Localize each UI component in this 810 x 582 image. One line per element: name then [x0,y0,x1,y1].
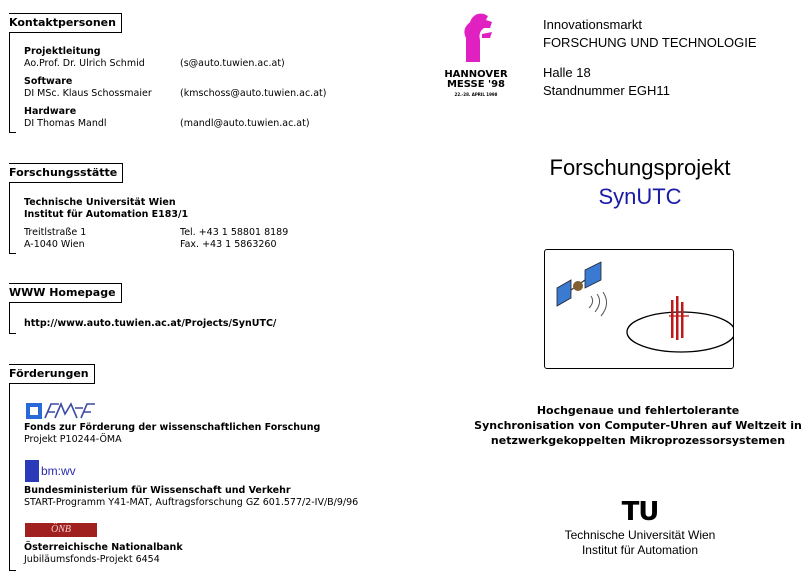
forschung-block [24,197,384,251]
contact-name: DI MSc. Klaus Schossmaier [24,88,152,99]
contact-hardware [24,106,384,136]
antenna-icon [669,296,689,340]
desc-line3: netzwerkgekoppelten Mikroprozessorsystemen [490,434,786,447]
contact-role: Projektleitung [24,46,101,57]
tu-line2: Institut für Automation [581,543,699,557]
project-name: SynUTC [598,184,682,209]
institute-name: Institut für Automation E183/1 [24,209,189,220]
funder-detail: Projekt P10244-ÖMA [24,434,122,445]
foerderung-header: Förderungen [9,364,95,384]
www-bracket [9,301,16,334]
bmwv-logo-text: bm:wv [41,464,76,478]
kontakt-header: Kontaktpersonen [9,13,122,33]
desc-line1: Hochgenaue und fehlertolerante [536,404,740,417]
messe-logo-line1: HANNOVER [444,69,508,80]
funder-detail: Jubiläumsfonds-Projekt 6454 [24,554,160,565]
tu-info [540,528,740,558]
desc-line2: Synchronisation von Computer-Uhren auf Weltzeit in [474,419,802,432]
funder-title: Fonds zur Förderung der wissenschaftlichen Forschung [24,422,321,433]
contact-role: Software [24,76,73,87]
street: Treitlstraße 1 [24,227,87,238]
funder-title: Bundesministerium für Wissenschaft und Verkehr [24,485,291,496]
funder-title: Österreichische Nationalbank [24,542,183,553]
hermes-head-icon [440,10,512,66]
onb-logo: ÖNB [25,523,97,537]
contact-name: DI Thomas Mandl [24,118,107,129]
messe-title1: Innovationsmarkt [543,17,642,32]
satellite-illustration [544,249,734,369]
university-name: Technische Universität Wien [24,197,176,208]
funder-bmwv [24,485,424,509]
project-description [470,403,806,448]
bmwv-logo [25,460,85,482]
messe-info [543,16,803,100]
messe-stand: Standnummer EGH11 [543,83,670,98]
contact-email[interactable]: (kmschoss@auto.tuwien.ac.at) [180,88,327,99]
messe-halle: Halle 18 [543,65,591,80]
funder-onb [24,542,404,566]
contact-software [24,76,384,106]
tu-line1: Technische Universität Wien [564,528,716,542]
contact-role: Hardware [24,106,77,117]
contact-name: Ao.Prof. Dr. Ulrich Schmid [24,58,145,69]
city: A-1040 Wien [24,239,85,250]
contact-email[interactable]: (mandl@auto.tuwien.ac.at) [180,118,310,129]
project-title: Forschungsprojekt [549,155,731,180]
forschung-bracket [9,181,16,254]
satellite-icon [557,262,601,306]
funder-detail: START-Programm Y41-MAT, Auftragsforschung GZ 601.577/2-IV/B/9/96 [24,497,359,508]
tu-logo: TU [621,497,659,527]
messe-logo-line2: MESSE '98 [446,79,506,90]
phone: Tel. +43 1 58801 8189 [180,227,289,238]
www-header: WWW Homepage [9,283,122,303]
homepage-link[interactable]: http://www.auto.tuwien.ac.at/Projects/SynUTC/ [24,318,277,329]
kontakt-list [24,46,384,136]
messe-title2: FORSCHUNG UND TECHNOLOGIE [543,35,757,50]
foerderung-bracket [9,382,16,571]
funder-fwf [24,422,404,446]
satellite-earth-icon [545,250,733,368]
kontakt-bracket [9,30,16,133]
hannover-messe-logo [440,10,512,102]
fwf-logo [25,402,97,420]
forschung-header: Forschungsstätte [9,163,123,183]
fax: Fax. +43 1 5863260 [180,239,277,250]
contact-email[interactable]: (s@auto.tuwien.ac.at) [180,58,285,69]
messe-logo-line3: 22.-28. APRIL 1998 [454,92,498,97]
fwf-logo-icon [25,402,97,420]
contact-projektleitung [24,46,384,76]
